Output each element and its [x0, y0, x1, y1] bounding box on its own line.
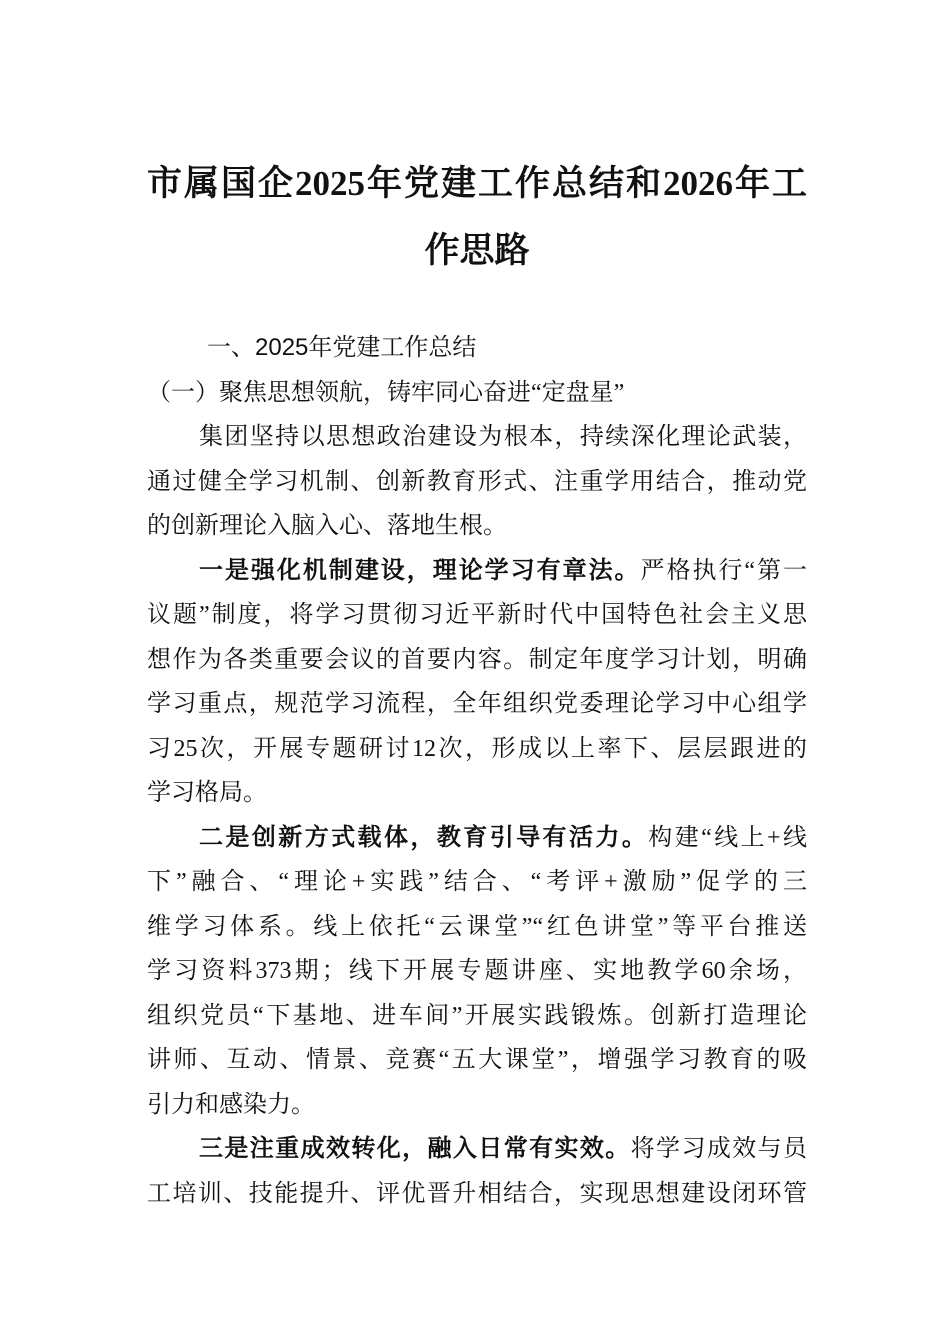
subsection-heading: （一）聚焦思想领航，铸牢同心奋进“定盘星”	[147, 379, 625, 406]
paragraph-text: 严格执行“第一	[640, 557, 807, 584]
paragraph-line	[147, 727, 807, 772]
paragraph-lead: 一是强化机制建设，理论学习有章法。	[199, 557, 641, 584]
paragraph-text: 议题”制度，将学习贯彻习近平新时代中国特色社会主义思	[147, 602, 807, 628]
paragraph	[147, 1127, 807, 1216]
paragraph-line	[147, 994, 807, 1039]
paragraph-line	[147, 1038, 807, 1083]
paragraph-text: 想作为各类重要会议的首要内容。制定年度学习计划，明确	[147, 646, 807, 673]
paragraph-text: 学习格局。	[147, 780, 267, 806]
paragraph-text: 下”融合、“理论+实践”结合、“考评+激励”促学的三	[147, 869, 807, 895]
paragraph-line	[147, 1127, 807, 1172]
paragraph-line	[147, 816, 807, 861]
body-text	[147, 415, 807, 1216]
document-title	[147, 150, 807, 284]
paragraph-line	[147, 1172, 807, 1217]
paragraph-text: 的创新理论入脑入心、落地生根。	[147, 513, 507, 539]
paragraph-text: 集团坚持以思想政治建设为根本，持续深化理论武装，	[199, 424, 807, 450]
title-line-1: 市属国企2025年党建工作总结和2026年工	[147, 164, 807, 203]
paragraph	[147, 549, 807, 816]
paragraph-line	[147, 860, 807, 905]
paragraph-lead: 二是创新方式载体，教育引导有活力。	[199, 824, 649, 851]
paragraph-line	[147, 415, 807, 460]
paragraph-lead: 三是注重成效转化，融入日常有实效。	[199, 1136, 631, 1162]
paragraph-text: 讲师、互动、情景、竞赛“五大课堂”，增强学习教育的吸	[147, 1047, 807, 1073]
paragraph-text: 习25次，开展专题研讨12次，形成以上率下、层层跟进的	[147, 735, 807, 762]
paragraph-text: 组织党员“下基地、进车间”开展实践锻炼。创新打造理论	[147, 1002, 807, 1029]
paragraph-text: 工培训、技能提升、评优晋升相结合，实现思想建设闭环管	[147, 1180, 807, 1207]
paragraph-line	[147, 549, 807, 594]
paragraph-line	[147, 638, 807, 683]
paragraph-line	[147, 1083, 807, 1128]
paragraph-text: 构建“线上+线	[648, 824, 808, 851]
document-page	[147, 150, 807, 1216]
paragraph	[147, 415, 807, 549]
paragraph-line	[147, 949, 807, 994]
paragraph-line	[147, 682, 807, 727]
paragraph-text: 通过健全学习机制、创新教育形式、注重学用结合，推动党	[147, 468, 807, 495]
title-line-2: 作思路	[424, 231, 530, 270]
paragraph-line	[147, 771, 807, 816]
paragraph-line	[147, 460, 807, 505]
paragraph-line	[147, 504, 807, 549]
paragraph-text: 将学习成效与员	[630, 1136, 808, 1162]
paragraph-text: 学习重点，规范学习流程，全年组织党委理论学习中心组学	[147, 691, 807, 717]
paragraph	[147, 816, 807, 1128]
paragraph-line	[147, 593, 807, 638]
paragraph-text: 引力和感染力。	[147, 1091, 315, 1118]
paragraph-text: 学习资料373期；线下开展专题讲座、实地教学60余场，	[147, 958, 807, 984]
paragraph-text: 维学习体系。线上依托“云课堂”“红色讲堂”等平台推送	[147, 913, 807, 940]
paragraph-line	[147, 905, 807, 950]
section-heading: 一、2025年党建工作总结	[207, 334, 477, 361]
